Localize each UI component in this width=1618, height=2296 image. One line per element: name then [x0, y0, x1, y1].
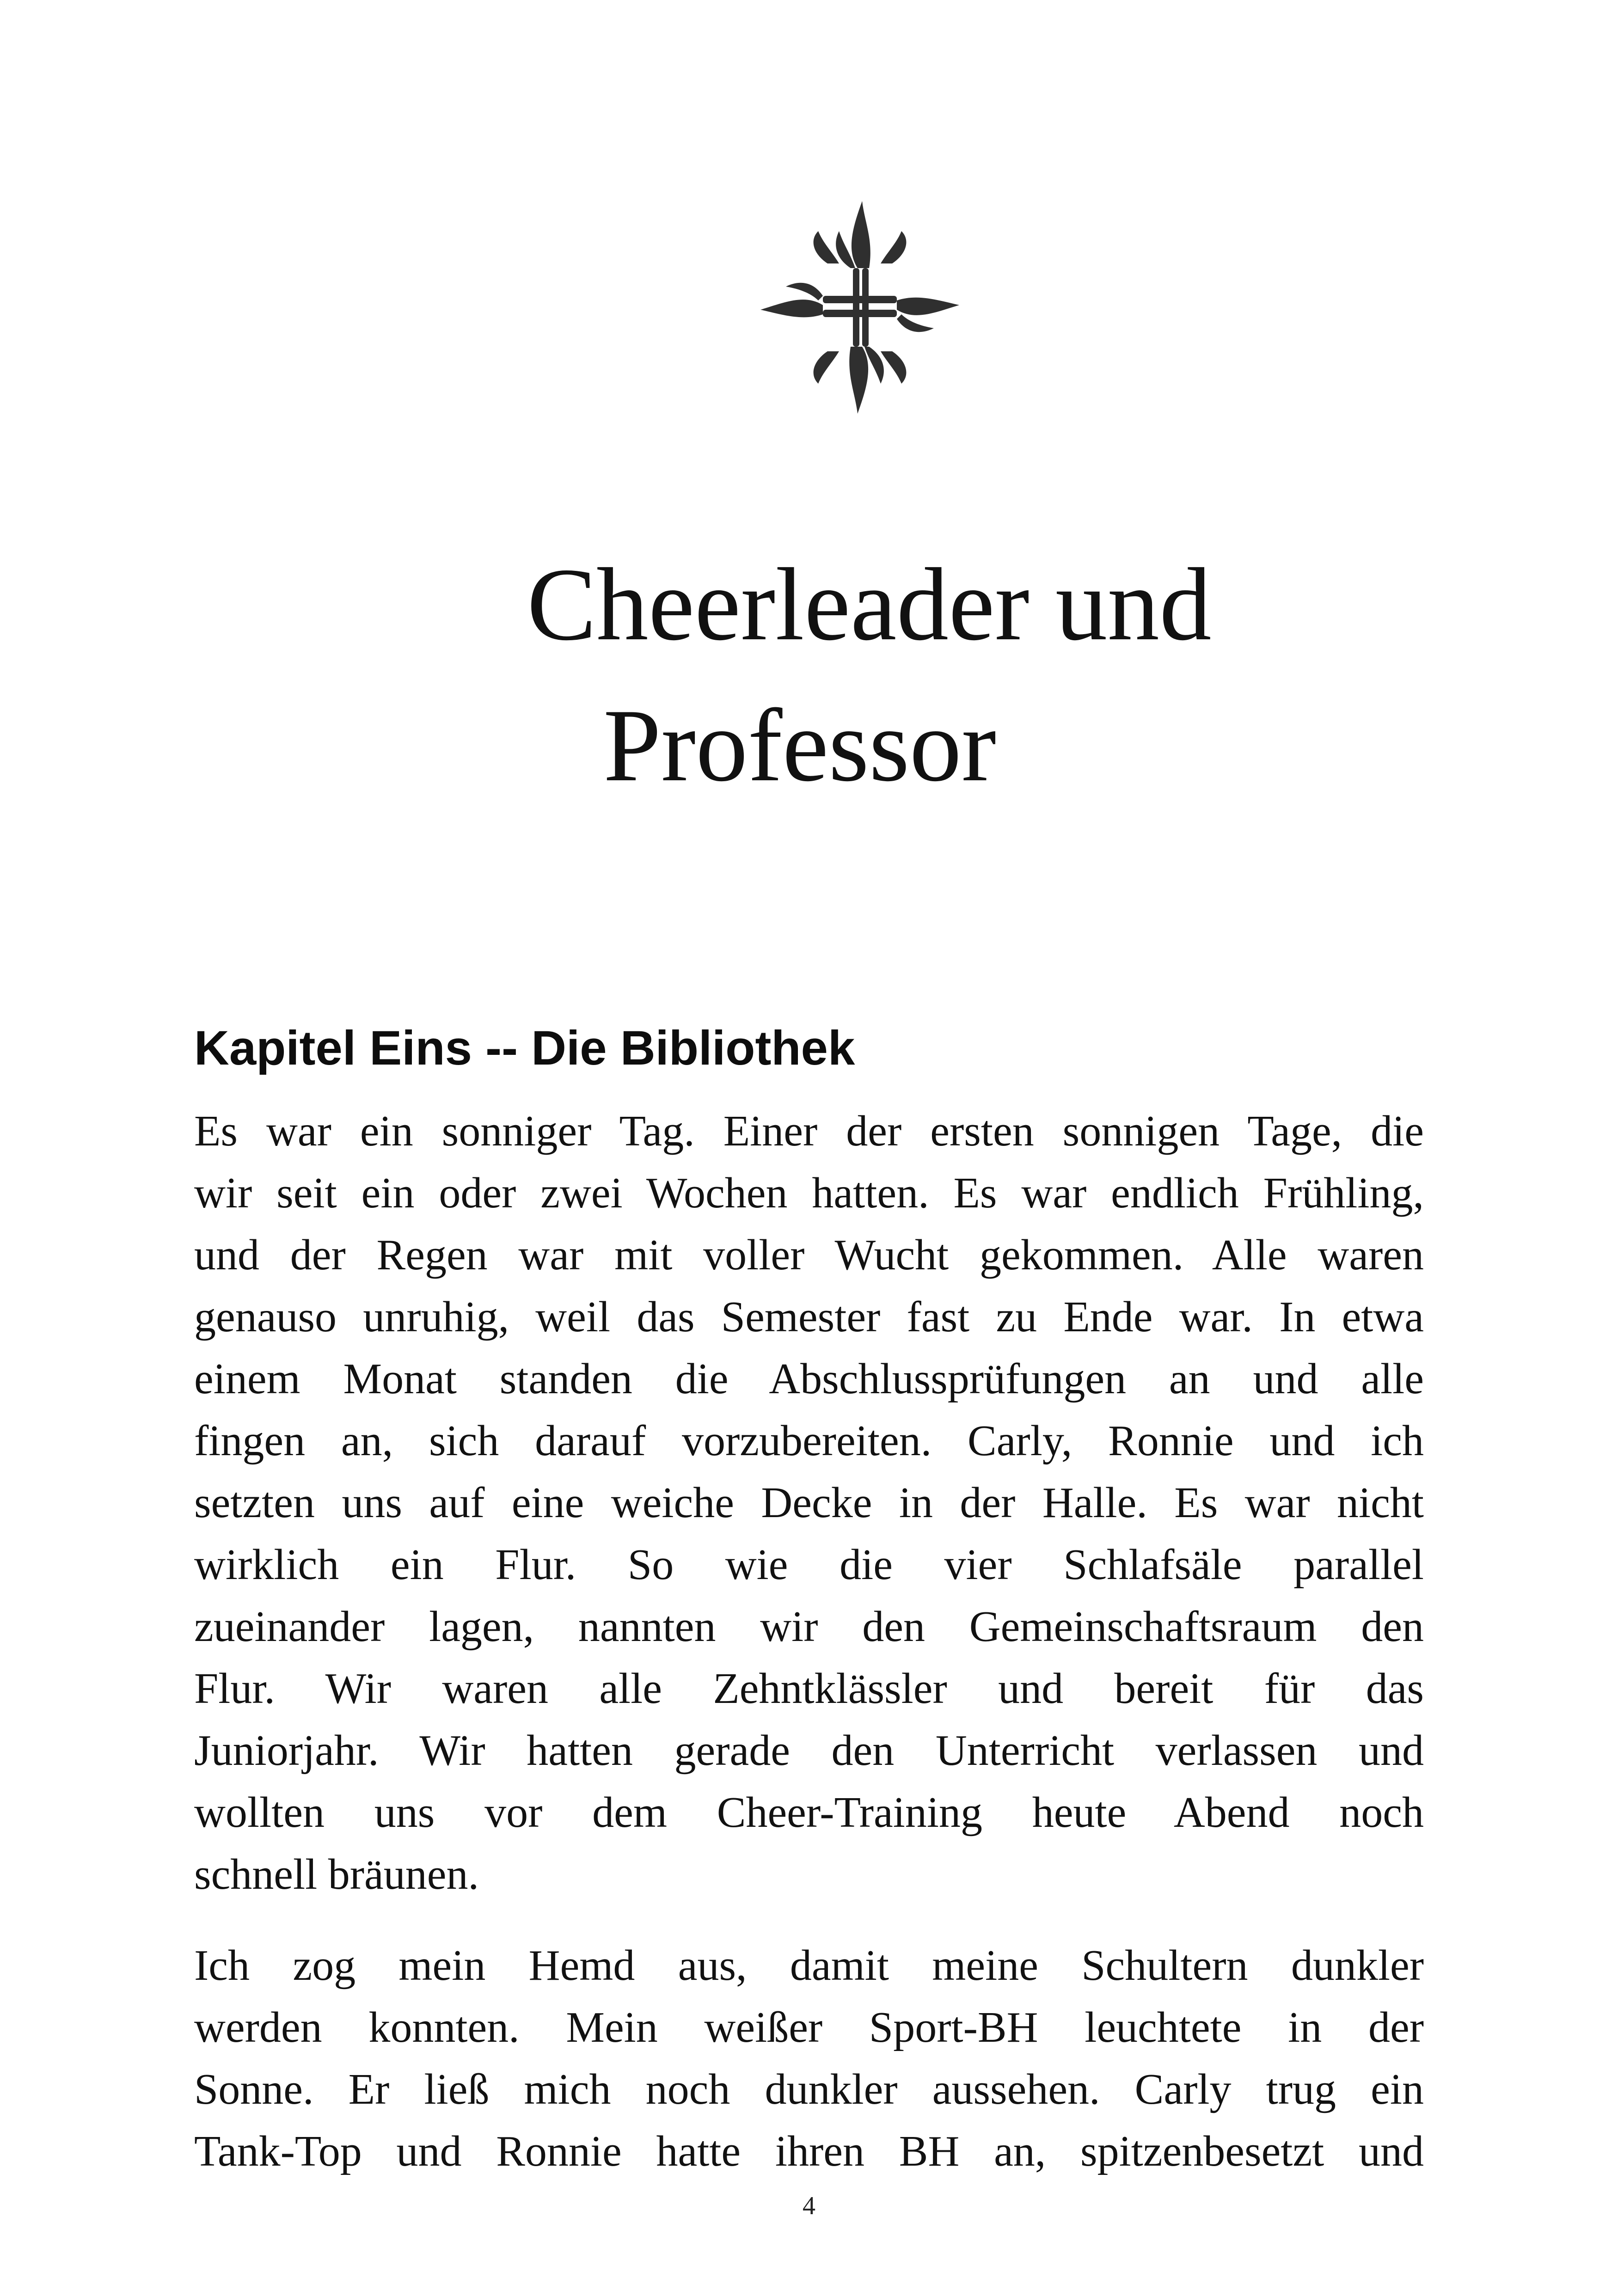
text-line: Juniorjahr. Wir hatten gerade den Unterricht verlassen und	[194, 1727, 1424, 1775]
text-line: zueinander lagen, nannten wir den Gemeinschaftsraum den	[194, 1603, 1424, 1651]
text-line: Sonne. Er ließ mich noch dunkler aussehen. Carly trug ein	[194, 2065, 1424, 2113]
chapter-heading: Kapitel Eins -- Die Bibliothek	[194, 1021, 855, 1075]
text-line: werden konnten. Mein weißer Sport-BH leuchtete in der	[194, 2003, 1424, 2051]
paragraph-2	[194, 1935, 1424, 2182]
page-title-line-1: Cheerleader und	[527, 546, 1212, 662]
text-line: setzten uns auf eine weiche Decke in der Halle. Es war nicht	[194, 1479, 1424, 1527]
text-line: wir seit ein oder zwei Wochen hatten. Es war endlich Frühling,	[194, 1169, 1424, 1217]
text-line: Ich zog mein Hemd aus, damit meine Schultern dunkler	[194, 1941, 1424, 1990]
paragraph-1	[194, 1100, 1424, 1905]
text-line: Es war ein sonniger Tag. Einer der ersten sonnigen Tage, die	[194, 1107, 1424, 1155]
text-line: und der Regen war mit voller Wucht gekommen. Alle waren	[194, 1231, 1424, 1279]
text-line: Tank-Top und Ronnie hatte ihren BH an, spitzenbesetzt und	[194, 2127, 1424, 2175]
page-number: 4	[803, 2192, 815, 2220]
text-line: Flur. Wir waren alle Zehntklässler und bereit für das	[194, 1665, 1424, 1713]
text-line: wirklich ein Flur. So wie die vier Schlafsäle parallel	[194, 1541, 1424, 1589]
floral-ornament-icon	[758, 199, 962, 416]
text-line: fingen an, sich darauf vorzubereiten. Carly, Ronnie und ich	[194, 1417, 1424, 1465]
text-line: wollten uns vor dem Cheer-Training heute Abend noch	[194, 1788, 1424, 1837]
page-title-line-2: Professor	[603, 687, 996, 803]
text-line: einem Monat standen die Abschlussprüfungen an und alle	[194, 1355, 1424, 1403]
text-line: genauso unruhig, weil das Semester fast zu Ende war. In etwa	[194, 1293, 1424, 1341]
text-line: schnell bräunen.	[194, 1850, 479, 1898]
